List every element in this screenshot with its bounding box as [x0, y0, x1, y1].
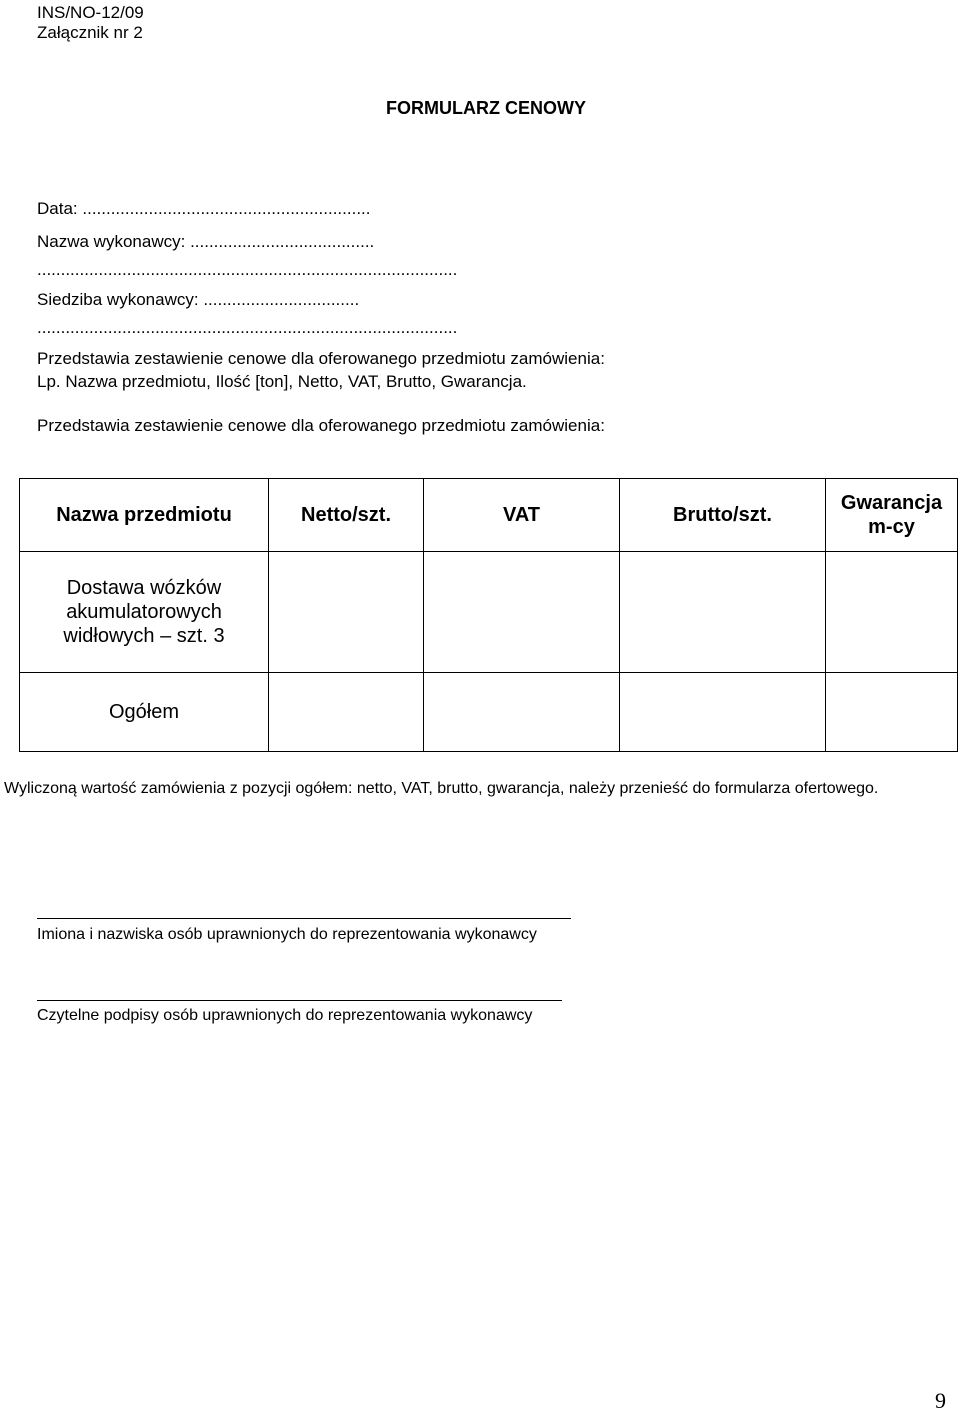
contractor-seat-continuation: ......................................................................................... [37, 318, 458, 337]
page-number: 9 [935, 1388, 946, 1413]
contractor-name-continuation: ......................................................................................... [37, 260, 458, 279]
date-dots: ............................................................. [82, 199, 371, 218]
date-field [37, 198, 371, 219]
contractor-seat-dots: ................................. [203, 290, 360, 309]
item-name-cell [20, 552, 269, 673]
total-gross-cell[interactable] [620, 673, 826, 752]
table-header-row [20, 479, 958, 552]
header-warranty-line-2: m-cy [868, 516, 915, 538]
header-warranty [826, 479, 958, 552]
signatures-caption: Czytelne podpisy osób uprawnionych do reprezentowania wykonawcy [37, 1007, 533, 1024]
contractor-seat-label: Siedziba wykonawcy: [37, 290, 199, 309]
total-vat-cell[interactable] [424, 673, 620, 752]
item-vat-cell[interactable] [424, 552, 620, 673]
intro-line-1: Przedstawia zestawienie cenowe dla oferowanego przedmiotu zamówienia: [37, 349, 605, 368]
transfer-note: Wyliczoną wartość zamówienia z pozycji ogółem: netto, VAT, brutto, gwarancja, należy przenieść do formularza ofertowego. [4, 780, 879, 797]
contractor-name-field [37, 231, 374, 252]
date-label: Data: [37, 199, 78, 218]
item-net-cell[interactable] [269, 552, 424, 673]
header-name: Nazwa przedmiotu [20, 479, 269, 552]
total-net-cell[interactable] [269, 673, 424, 752]
contractor-name-label: Nazwa wykonawcy: [37, 232, 186, 251]
contractor-seat-field [37, 289, 359, 310]
total-label-cell: Ogółem [20, 673, 269, 752]
contractor-name-dots: ....................................... [190, 232, 375, 251]
item-gross-cell[interactable] [620, 552, 826, 673]
header-gross: Brutto/szt. [620, 479, 826, 552]
item-name-line-3: widłowych – szt. 3 [63, 625, 225, 647]
price-table [19, 478, 958, 752]
item-name-line-1: Dostawa wózków [66, 577, 222, 599]
intro-line-3: Przedstawia zestawienie cenowe dla oferowanego przedmiotu zamówienia: [37, 416, 605, 435]
header-net: Netto/szt. [269, 479, 424, 552]
names-signature-line [37, 918, 571, 919]
item-name-line-2: akumulatorowych [66, 601, 222, 623]
total-warranty-cell[interactable] [826, 673, 958, 752]
item-warranty-cell[interactable] [826, 552, 958, 673]
document-code: INS/NO-12/09 [37, 3, 144, 22]
header-warranty-line-1: Gwarancja [840, 492, 943, 514]
header-vat: VAT [424, 479, 620, 552]
names-caption: Imiona i nazwiska osób uprawnionych do reprezentowania wykonawcy [37, 926, 537, 943]
page-title: FORMULARZ CENOWY [386, 98, 586, 118]
signatures-line [37, 1000, 562, 1001]
table-row-total [20, 673, 958, 752]
table-row [20, 552, 958, 673]
intro-line-2: Lp. Nazwa przedmiotu, Ilość [ton], Netto, VAT, Brutto, Gwarancja. [37, 372, 527, 391]
attachment-label: Załącznik nr 2 [37, 23, 143, 42]
